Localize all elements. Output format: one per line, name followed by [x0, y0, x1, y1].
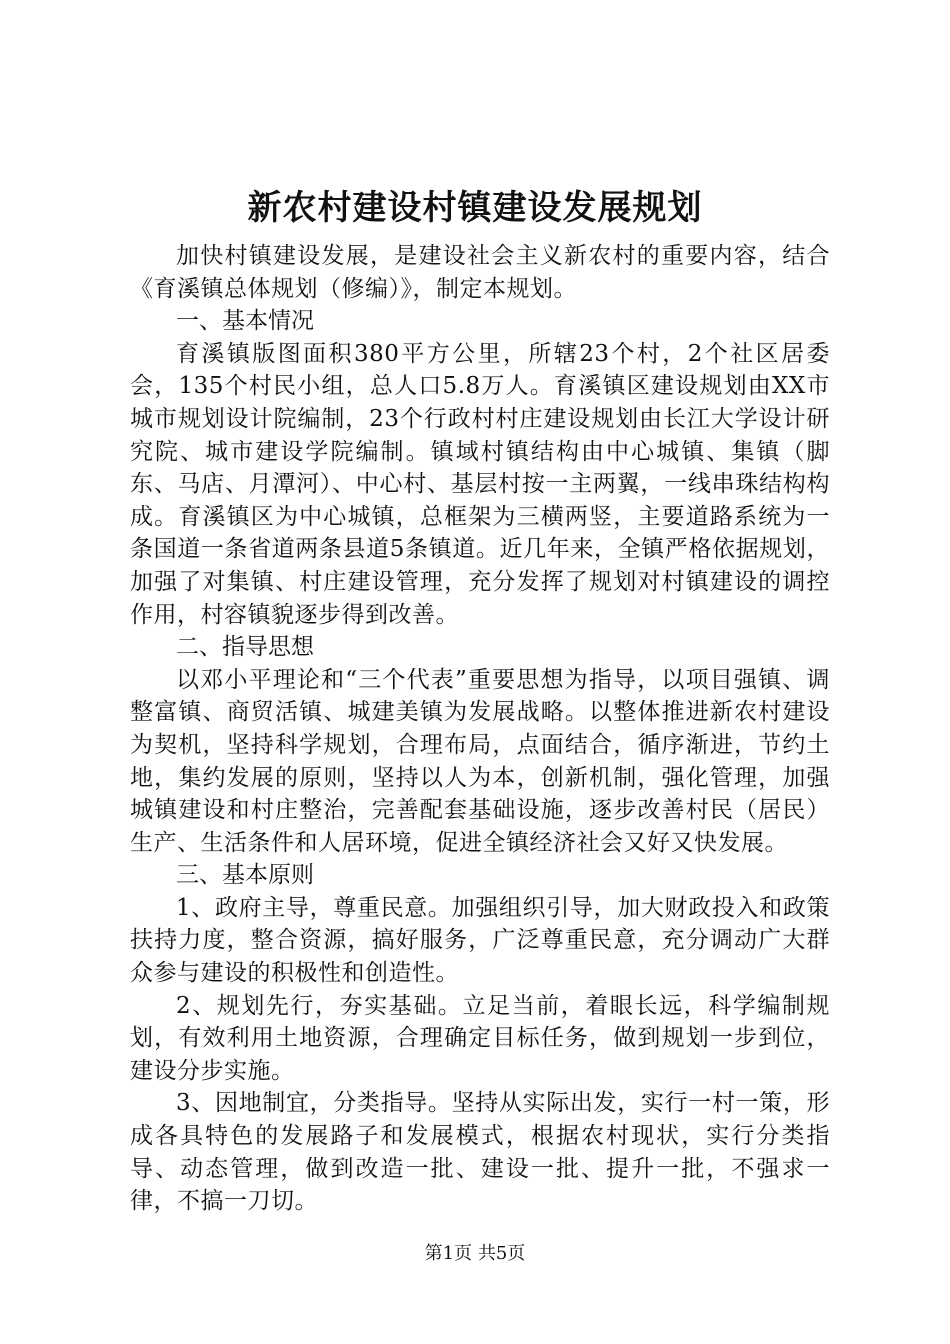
section-heading-basic-situation: 一、基本情况 — [176, 308, 314, 335]
principle-item: 2、规划先行，夯实基础。立足当前，着眼长远，科学编制规划，有效利用土地资源，合理确定目标任务，做到规划一步到位，建设分步实施。 — [130, 992, 830, 1084]
basic-situation-paragraph: 育溪镇版图面积380平方公里，所辖23个村，2个社区居委会，135个村民小组，总人口5.8万人。育溪镇区建设规划由XX市城市规划设计院编制，23个行政村村庄建设规划由长江大学设计研究院、城市建设学院编制。镇域村镇结构由中心城镇、集镇（脚东、马店、月潭河）、中心村、基层村按一主两翼，一线串珠结构构成。育溪镇区为中心城镇，总框架为三横两竖，主要道路系统为一条国道一条省道两条县道5条镇道。近几年来，全镇严格依据规划，加强了对集镇、村庄建设管理，充分发挥了规划对村镇建设的调控作用，村容镇貌逐步得到改善。 — [130, 340, 830, 628]
page-footer: 第1页 共5页 — [424, 1243, 526, 1264]
section-heading-basic-principles: 三、基本原则 — [176, 862, 314, 889]
document-title: 新农村建设村镇建设发展规划 — [247, 188, 703, 228]
intro-paragraph: 加快村镇建设发展，是建设社会主义新农村的重要内容，结合《育溪镇总体规划（修编）》，制定本规划。 — [130, 243, 830, 302]
section-heading-guiding-ideology: 二、指导思想 — [176, 634, 314, 661]
guiding-ideology-paragraph: 以邓小平理论和“三个代表”重要思想为指导，以项目强镇、调整富镇、商贸活镇、城建美镇为发展战略。以整体推进新农村建设为契机，坚持科学规划，合理布局，点面结合，循序渐进，节约土地，集约发展的原则，坚持以人为本，创新机制，强化管理，加强城镇建设和村庄整治，完善配套基础设施，逐步改善村民（居民）生产、生活条件和人居环境，促进全镇经济社会又好又快发展。 — [130, 666, 830, 856]
document-body — [130, 240, 830, 1218]
principle-item: 1、政府主导，尊重民意。加强组织引导，加大财政投入和政策扶持力度，整合资源，搞好服务，广泛尊重民意，充分调动广大群众参与建设的积极性和创造性。 — [130, 894, 830, 987]
principle-item: 3、因地制宜，分类指导。坚持从实际出发，实行一村一策，形成各具特色的发展路子和发展模式，根据农村现状，实行分类指导、动态管理，做到改造一批、建设一批、提升一批，不强求一律，不搞一刀切。 — [130, 1090, 830, 1215]
